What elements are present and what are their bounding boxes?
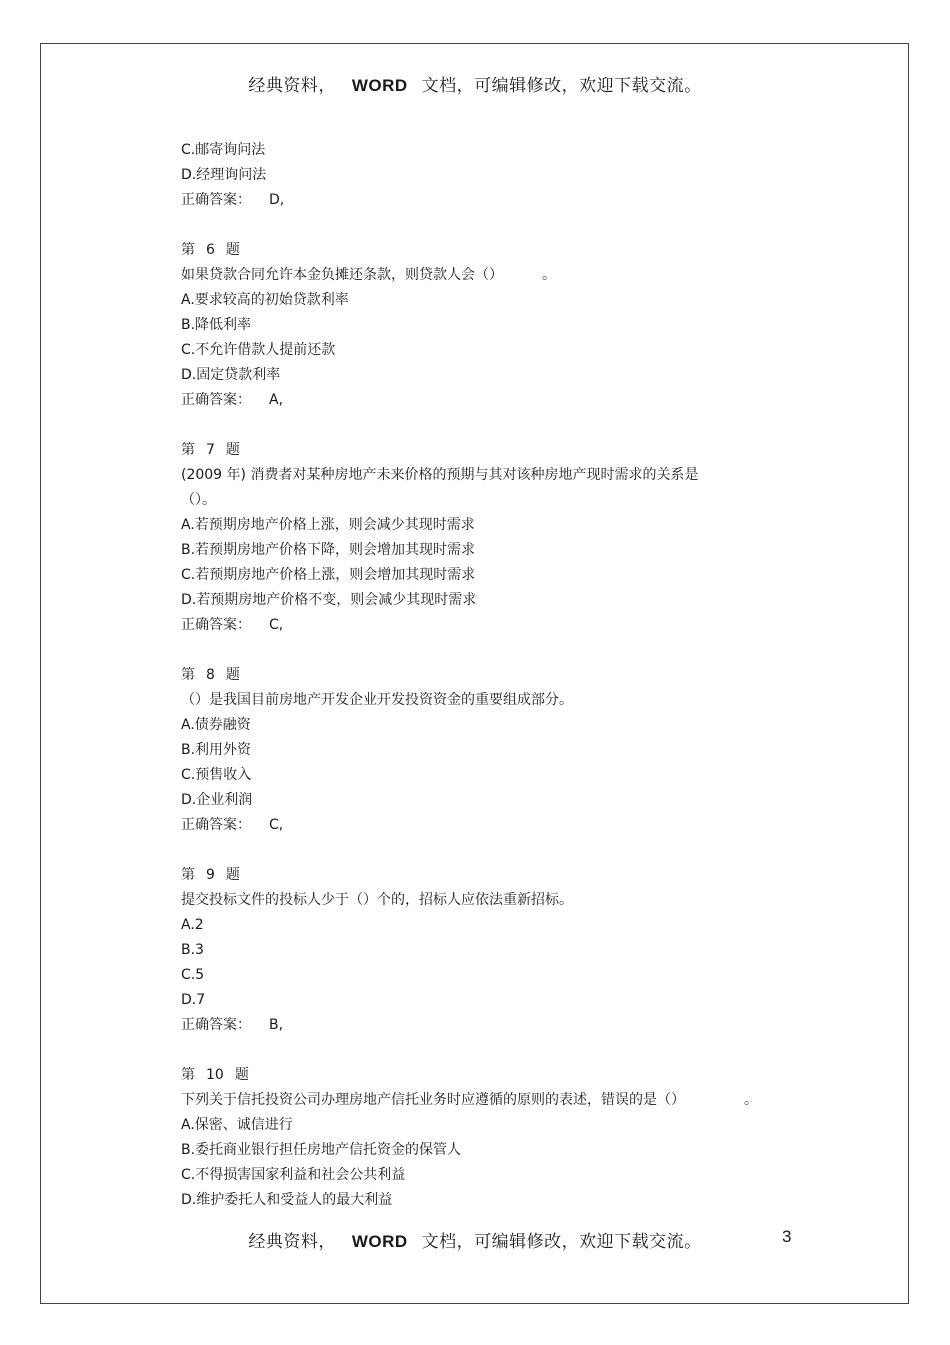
option-line: C.不允许借款人提前还款 [181,342,336,358]
option-line: B.利用外资 [181,742,252,758]
option-line: D.固定贷款利率 [181,367,281,383]
question-content [181,138,821,1213]
answer-line: 正确答案： D, [181,192,285,208]
answer-line: 正确答案： A, [181,392,284,408]
banner-text-pre: 经典资料， [248,76,336,96]
option-line: C.预售收入 [181,767,252,783]
page-number: 3 [782,1227,792,1246]
option-line: C.不得损害国家利益和社会公共利益 [181,1167,406,1183]
question-stem: 提交投标文件的投标人少于（）个的，招标人应依法重新招标。 [181,892,573,908]
option-line: C.邮寄询问法 [181,142,266,158]
option-line: A.2 [181,917,204,933]
option-line: D.维护委托人和受益人的最大利益 [181,1192,393,1208]
option-line: D.7 [181,992,206,1008]
question-stem: （）是我国目前房地产开发企业开发投资资金的重要组成部分。 [181,692,573,708]
option-line: A.保密、诚信进行 [181,1117,293,1133]
answer-line: 正确答案： C, [181,617,284,633]
question-stem: 如果贷款合同允许本金负摊还条款，则贷款人会（） 。 [181,267,556,283]
option-line: B.3 [181,942,204,958]
option-line: D.企业利润 [181,792,253,808]
option-line: A.若预期房地产价格上涨，则会减少其现时需求 [181,517,475,533]
banner-text-post: 文档，可编辑修改，欢迎下载交流。 [421,76,702,96]
footer-banner: 经典资料， WORD 文档，可编辑修改，欢迎下载交流。 [248,1232,702,1252]
question-heading: 第 6 题 [181,242,240,258]
option-line: C.若预期房地产价格上涨，则会增加其现时需求 [181,567,476,583]
option-line: B.委托商业银行担任房地产信托资金的保管人 [181,1142,462,1158]
question-heading: 第 9 题 [181,867,240,883]
question-heading: 第 8 题 [181,667,240,683]
option-line: D.若预期房地产价格不变，则会减少其现时需求 [181,592,477,608]
question-stem-cont: （）。 [181,492,216,508]
option-line: C.5 [181,967,205,983]
option-line: B.降低利率 [181,317,252,333]
option-line: A.要求较高的初始贷款利率 [181,292,349,308]
question-heading: 第 10 题 [181,1067,249,1083]
question-stem: 下列关于信托投资公司办理房地产信托业务时应遵循的原则的表述，错误的是（） 。 [181,1092,758,1108]
header-banner [0,71,950,96]
option-line: B.若预期房地产价格下降，则会增加其现时需求 [181,542,476,558]
question-stem: (2009 年) 消费者对某种房地产未来价格的预期与其对该种房地产现时需求的关系是 [181,467,699,483]
option-line: D.经理询问法 [181,167,267,183]
option-line: A.债券融资 [181,717,251,733]
banner-word: WORD [351,76,408,95]
answer-line: 正确答案： C, [181,817,284,833]
answer-line: 正确答案： B, [181,1017,284,1033]
question-heading: 第 7 题 [181,442,240,458]
